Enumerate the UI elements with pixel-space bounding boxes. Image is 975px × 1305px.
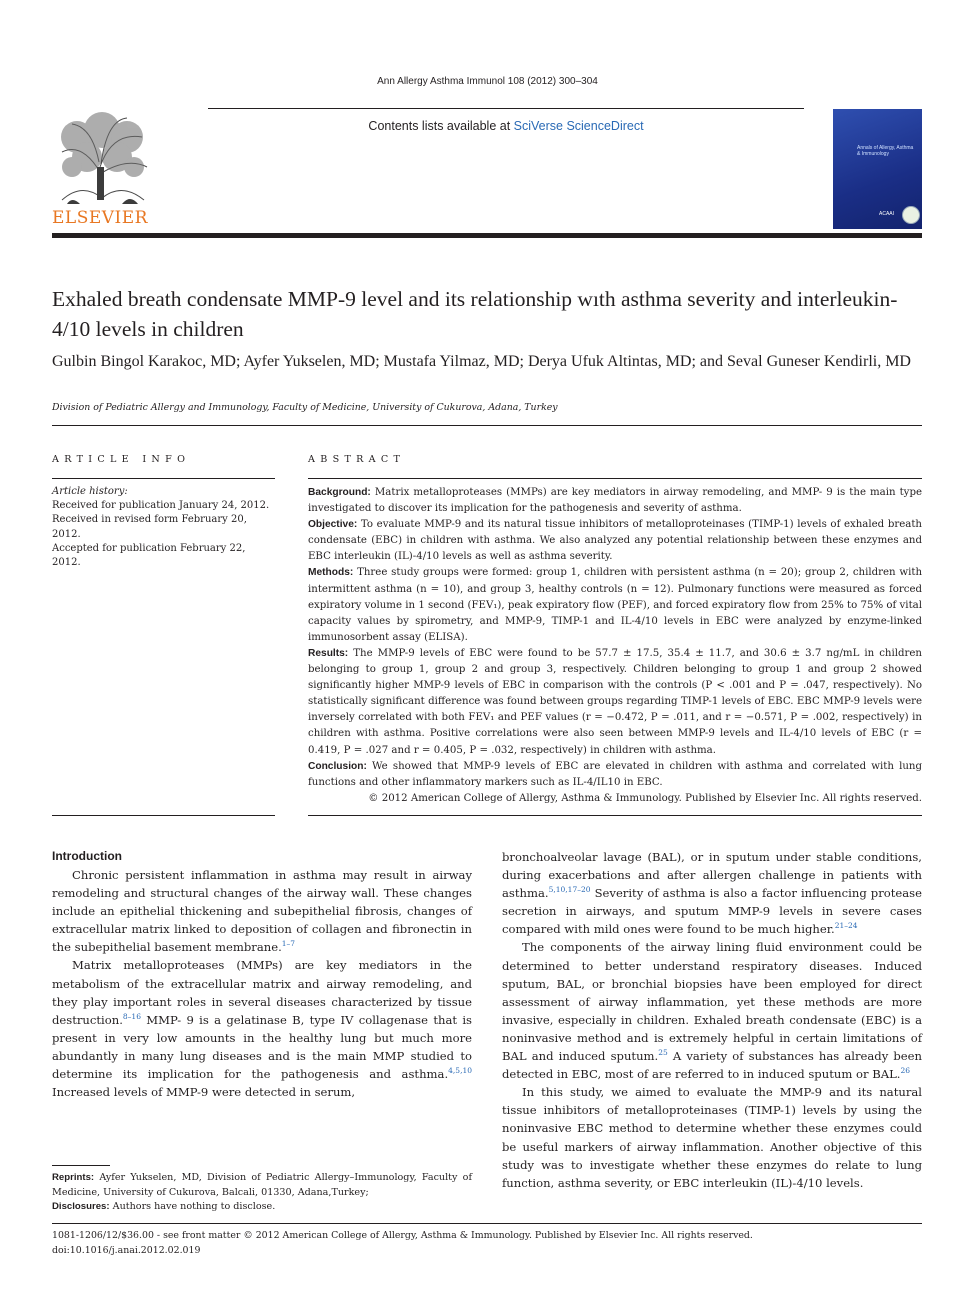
citation-link[interactable]: 5,10,17–20	[548, 885, 591, 895]
footnotes	[52, 1171, 472, 1215]
history-revised: Received in revised form February 20, 2012.	[52, 514, 247, 540]
journal-reference: Ann Allergy Asthma Immunol 108 (2012) 300–304	[377, 76, 598, 87]
citation-link[interactable]: 1–7	[281, 939, 296, 949]
history-received: Received for publication January 24, 2012.	[52, 500, 270, 512]
body-column-right	[502, 848, 922, 1192]
paragraph: The components of the airway lining fluid environment could be determined to better understand respiratory diseases. Induced sputum, BAL, or bronchial biopsies have been employed for direct assessment of airway inflammation, yet these methods are more invasive, especially in children. Exhaled breath condensate (EBC) is a noninvasive method and is extremely helpful in certain limitations of BAL and induced sputum.$^{25}$ A variety of substances has already been detected in EBC, most of are referred to in induced sputum or BAL.$^{26}$	[502, 940, 922, 1082]
citation-link[interactable]: 8–16	[122, 1011, 141, 1021]
abstract-body	[308, 485, 922, 807]
article-history	[52, 485, 277, 570]
abstract-results: Results: The MMP-9 levels of EBC were found to be 57.7 ± 17.5, 35.4 ± 11.7, and 30.6 ± 3.7 ng/mL in children belonging to group 1, group 2 and group 3, respectively. Children belonging to group 1 and group 2 showed significantly higher MMP-9 levels of EBC in comparison with the controls (P < .001 and P = .047, respectively). No statistically significant difference was found between groups regarding TIMP-1 levels of EBC. EBC MMP-9 levels were inversely correlated with both FEV₁ and PEF values (r = −0.472, P = .011, and r = −0.571, P = .002, respectively) in children with asthma. Positive correlations were also seen between MMP-9 levels and IL-4/10 levels of EBC (r = 0.419, P = .027 and r = 0.405, P = .032, respectively) in children with asthma.	[308, 647, 922, 756]
copyright-notice: © 2012 American College of Allergy, Asthma & Immunology. Published by Elsevier Inc. All rights reserved.	[368, 792, 922, 804]
affiliation: Division of Pediatric Allergy and Immunology, Faculty of Medicine, University of Cukurova, Adana, Turkey	[52, 402, 558, 413]
reprints-footnote: Reprints: Ayfer Yukselen, MD, Division of Pediatric Allergy–Immunology, Faculty of Medicine, University of Cukurova, Balcali, 01330, Adana,Turkey;	[52, 1172, 472, 1198]
front-matter	[52, 1229, 753, 1258]
citation-link[interactable]: 26	[900, 1066, 911, 1076]
contents-line	[208, 119, 804, 133]
paragraph: Chronic persistent inflammation in asthma may result in airway remodeling and structural changes of the airway wall. These changes include an epithelial thickening and subepithelial fibrosis, changes of extracellular matrix linked to deposition of collagen and fibronectin in the subepithelial basement membrane.$^{1-7}$	[52, 868, 472, 955]
contents-prefix: Contents lists available at	[368, 119, 514, 133]
doi-link[interactable]: doi:10.1016/j.anai.2012.02.019	[52, 1244, 201, 1256]
paragraph: bronchoalveolar lavage (BAL), or in sputum under stable conditions, during exacerbations and after allergen challenge in patients with asthma.$^{5,10,17-20}$ Severity of asthma is also a factor influencing protease secretion in airways, and sputum MMP-9 levels in severe cases compared with mild ones were found to be much higher.$^{21-24}$	[502, 850, 922, 937]
abstract-rule	[308, 478, 922, 479]
front-matter-rule	[52, 1223, 922, 1224]
footnote-rule	[52, 1165, 110, 1166]
affiliation-rule	[52, 425, 922, 426]
abstract-background: Background: Matrix metalloproteases (MMPs) are key mediators in airway remodeling, and MMP- 9 is the main type investigated to discover its implication for the pathogenesis and severity of asthma.	[308, 487, 922, 515]
citation-link[interactable]: 25	[658, 1048, 668, 1058]
paragraph: Matrix metalloproteases (MMPs) are key mediators in the metabolism of the extracellular matrix and airway remodeling, and they play important roles in several diseases characterized by tissue destruction.$^{8-16}$ MMP- 9 is a gelatinase B, type IV collagenase that is present in very low amounts in the healthy lung but much more abundantly in many lung diseases and is the main MMP studied to determine its implication for the pathogenesis and asthma.$^{4,5,10}$ Increased levels of MMP-9 were detected in serum,	[52, 958, 472, 1100]
citation-link[interactable]: 21–24	[834, 921, 858, 931]
introduction-heading: Introduction	[52, 849, 122, 863]
front-matter-line: 1081-1206/12/$36.00 - see front matter © 2012 American College of Allergy, Asthma & Immunology. Published by Elsevier Inc. All rights reserved.	[52, 1230, 753, 1241]
abstract-heading: ABSTRACT	[308, 454, 406, 465]
abstract-bottom-rule	[308, 815, 922, 816]
cover-seal-icon	[902, 206, 920, 224]
header-thick-rule	[52, 233, 922, 238]
citation-link[interactable]: 4,5,10	[448, 1066, 472, 1076]
elsevier-wordmark: ELSEVIER	[52, 208, 148, 228]
history-accepted: Accepted for publication February 22, 2012.	[52, 542, 246, 569]
abstract-conclusion: Conclusion: We showed that MMP-9 levels of EBC are elevated in children with asthma and correlated with lung functions and other inflammatory markers such as IL-4/IL10 in EBC.	[308, 760, 922, 788]
author-list: Gulbin Bingol Karakoc, MD; Ayfer Yukselen, MD; Mustafa Yilmaz, MD; Derya Ufuk Altintas, MD; and Seval Guneser Kendirli, MD	[52, 353, 911, 370]
abstract-objective: Objective: To evaluate MMP-9 and its natural tissue inhibitors of metalloproteinases (TIMP-1) levels of exhaled breath condensate (EBC) in children with asthma. We also analyzed any potential relationship between these enzymes and EBC interleukin (IL)-4/10 levels as well as asthma severity.	[308, 519, 922, 563]
paragraph: In this study, we aimed to evaluate the MMP-9 and its natural tissue inhibitors of metalloproteinases (TIMP-1) levels by using the noninvasive EBC method to determine whether these enzymes could be useful markers of airway inflammation. Another objective of this study was to investigate whether these enzymes do relate to lung function, asthma severity, or EBC interleukin (IL)-4/10 levels.	[502, 1085, 922, 1190]
abstract-methods: Methods: Three study groups were formed: group 1, children with persistent asthma (n = 20); group 2, children with intermittent asthma (n = 10), and group 3, healthy controls (n = 12). Pulmonary functions were measured as forced expiratory volume in 1 second (FEV₁), peak expiratory flow (PEF), and forced expiratory flow from 25% to 75% of vital capacity values by spirometry, and MMP-9, TIMP-1 and IL-4/10 levels in EBC were analyzed by enzyme-linked immunosorbent assay (ELISA).	[308, 567, 922, 643]
sciencedirect-link[interactable]: SciVerse ScienceDirect	[513, 119, 644, 133]
header-rule	[208, 108, 804, 109]
body-column-left	[52, 866, 472, 1101]
article-info-heading: ARTICLE INFO	[52, 454, 191, 465]
article-title: Exhaled breath condensate MMP-9 level and its relationship wıth asthma severity and interleukin-4/10 levels in children	[52, 287, 898, 341]
article-info-rule	[52, 478, 275, 479]
history-label: Article history:	[52, 486, 128, 497]
article-info-bottom-rule	[52, 815, 275, 816]
cover-title: Annals of Allergy, Asthma & Immunology	[857, 145, 914, 157]
disclosures-footnote: Disclosures: Authors have nothing to disclose.	[52, 1201, 276, 1212]
cover-acaai-badge: ACAAI	[879, 211, 895, 217]
